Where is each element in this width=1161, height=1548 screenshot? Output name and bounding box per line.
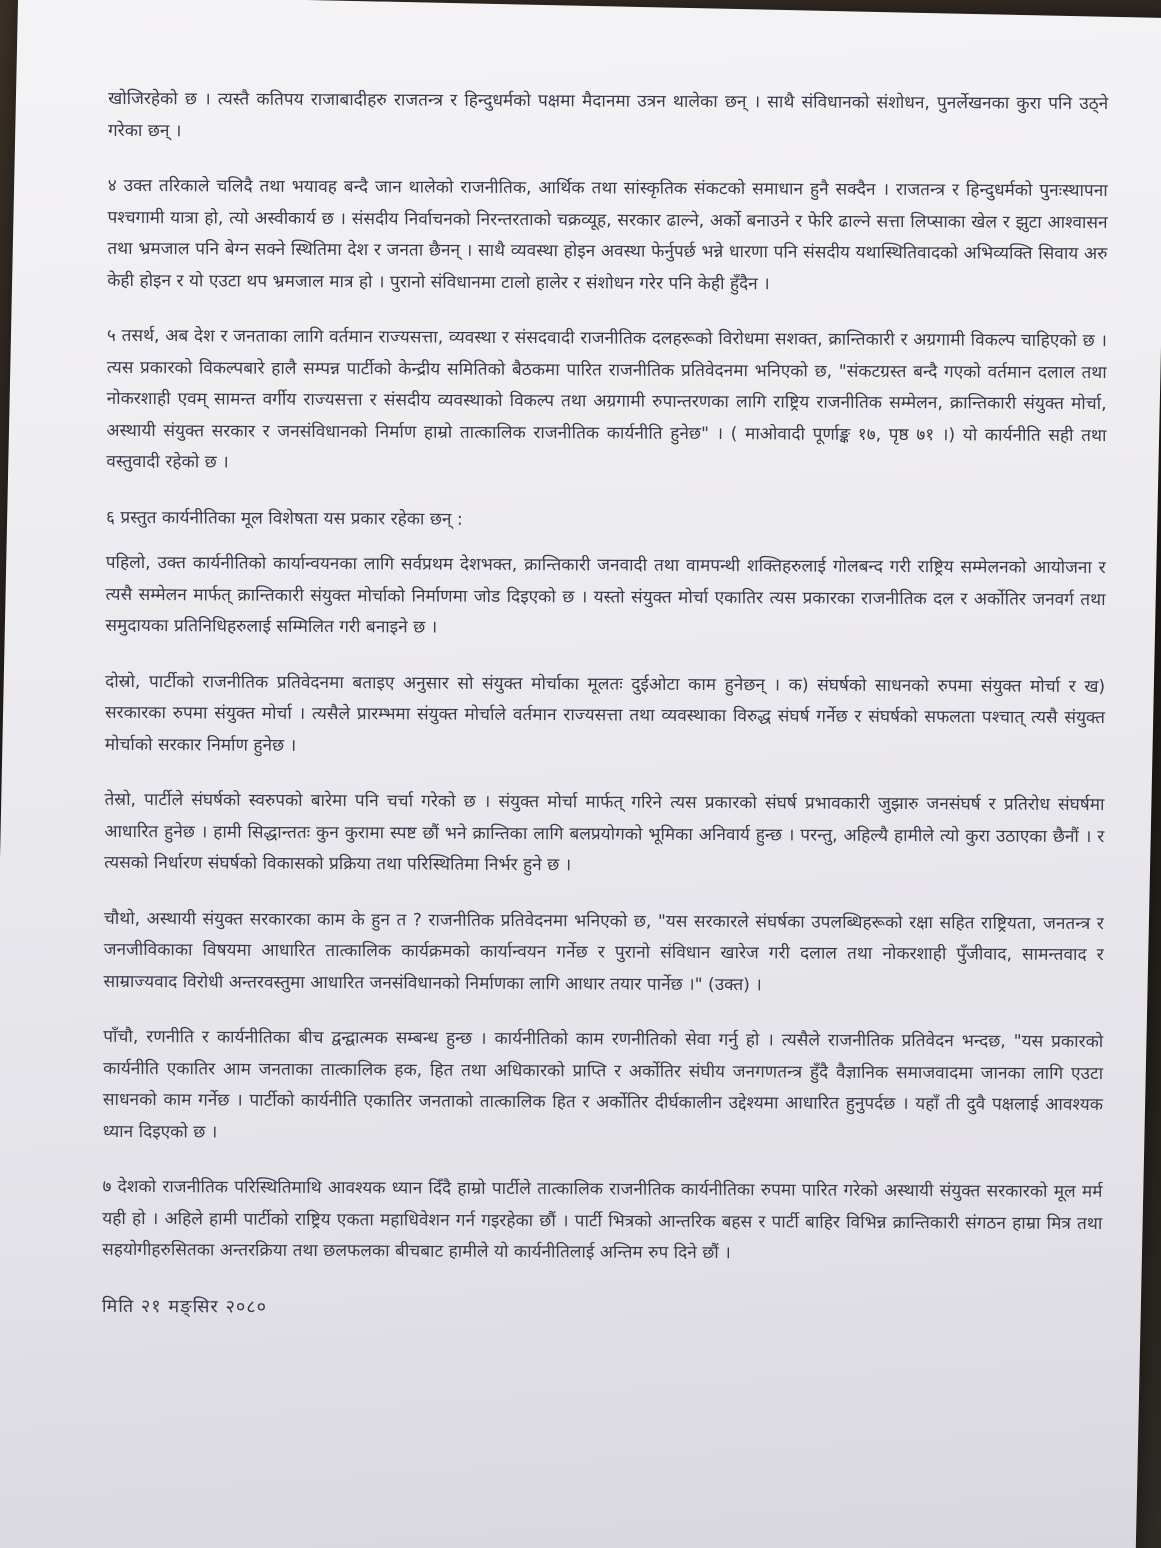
paragraph-6-heading: ६ प्रस्तुत कार्यनीतिका मूल विशेषता यस प्रकार रहेका छन् : <box>105 507 463 530</box>
paragraph-7: ७ देशको राजनीतिक परिस्थितिमाथि आवश्यक ध्यान दिँदै हाम्रो पार्टीले तात्कालिक राजनीतिक कार्यनीतिका रुपमा पारित गरेको अस्थायी संयुक्त सरकारको मूल मर्म यही हो । अहिले हामी पार्टीको राष्ट्रिय एकता महाधिवेशन गर्न गइरहेका छौं । पार्टी भित्रको आन्तरिक बहस र पार्टी बाहिर विभिन्न क्रान्तिकारी संगठन हाम्रा मित्र तथा सहयोगीहरुसितका अन्तरक्रिया तथा छलफलका बीचबाट हामीले यो कार्यनीतिलाई अन्तिम रुप दिने छौं । <box>102 1176 1103 1264</box>
date-line: मिति २१ मङ्सिर २०८० <box>101 1295 268 1318</box>
paragraph-4: ४ उक्त तरिकाले चलिदै तथा भयावह बन्दै जान थालेको राजनीतिक, आर्थिक तथा सांस्कृतिक संकटको समाधान हुनै सक्दैन । राजतन्त्र र हिन्दुधर्मको पुनःस्थापना पश्चगामी यात्रा हो, त्यो अस्वीकार्य छ । संसदीय निर्वाचनको निरन्तरताको चक्रव्यूह, सरकार ढाल्ने, अर्को बनाउने र फेरि ढाल्ने सत्ता लिप्साका खेल र झुटा आश्वासन तथा भ्रमजाल पनि बेग्न सक्ने स्थितिमा देश र जनता छैनन् । साथै व्यवस्था होइन अवस्था फेर्नुपर्छ भन्ने धारणा पनि संसदीय यथास्थितिवादको अभिव्यक्ति सिवाय अरु केही होइन र यो एउटा थप भ्रमजाल मात्र हो । पुरानो संविधानमा टालो हालेर र संशोधन गरेर पनि केही हुँदैन । <box>107 175 1108 294</box>
paragraph-second: दोस्रो, पार्टीको राजनीतिक प्रतिवेदनमा बताइए अनुसार सो संयुक्त मोर्चाका मूलतः दुईओटा काम हुनेछन् । क) संघर्षको साधनको रुपमा संयुक्त मोर्चा र ख) सरकारका रुपमा संयुक्त मोर्चा । त्यसैले प्रारम्भमा संयुक्त मोर्चाले वर्तमान राज्यसत्ता तथा व्यवस्थाका विरुद्ध संघर्ष गर्नेछ र संघर्षको सफलता पश्चात् त्यसै संयुक्त मोर्चाको सरकार निर्माण हुनेछ । <box>104 671 1106 756</box>
paragraph-first: पहिलो, उक्त कार्यनीतिको कार्यान्वयनका लागि सर्वप्रथम देशभक्त, क्रान्तिकारी जनवादी तथा वामपन्थी शक्तिहरुलाई गोलबन्द गरी राष्ट्रिय सम्मेलनको आयोजना र त्यसै सम्मेलन मार्फत् क्रान्तिकारी संयुक्त मोर्चाको निर्माणमा जोड दिइएको छ । यस्तो संयुक्त मोर्चा एकातिर त्यस प्रकारका राजनीतिक दल र अर्कोतिर जनवर्ग तथा समुदायका प्रतिनिधिहरुलाई सम्मिलित गरी बनाइने छ । <box>105 552 1106 638</box>
document-body <box>102 84 1108 1327</box>
paragraph-5: ५ तसर्थ, अब देश र जनताका लागि वर्तमान राज्यसत्ता, व्यवस्था र संसदवादी राजनीतिक दलहरूको विरोधमा सशक्त, क्रान्तिकारी र अग्रगामी विकल्प चाहिएको छ । त्यस प्रकारको विकल्पबारे हालै सम्पन्न पार्टीको केन्द्रीय समितिको बैठकमा पारित राजनीतिक प्रतिवेदनमा भनिएको छ, "संकटग्रस्त बन्दै गएको वर्तमान दलाल तथा नोकरशाही एवम् सामन्त वर्गीय राज्यसत्ता र संसदीय व्यवस्थाको विकल्प तथा अग्रगामी रुपान्तरणका लागि राष्ट्रिय राजनीतिक सम्मेलन, क्रान्तिकारी संयुक्त मोर्चा, अस्थायी संयुक्त सरकार र जनसंविधानको निर्माण हाम्रो तात्कालिक राजनीतिक कार्यनीति हुनेछ" । ( माओवादी पूर्णाङ्क १७, पृष्ठ ७१ ।) यो कार्यनीति सही तथा वस्तुवादी रहेको छ । <box>106 325 1107 473</box>
paragraph-third: तेस्रो, पार्टीले संघर्षको स्वरुपको बारेमा पनि चर्चा गरेको छ । संयुक्त मोर्चा मार्फत् गरिने त्यस प्रकारको संघर्ष प्रभावकारी जुझारु जनसंघर्ष र प्रतिरोध संघर्षमा आधारित हुनेछ । हामी सिद्धान्ततः कुन कुरामा स्पष्ट छौं भने क्रान्तिका लागि बलप्रयोगको भूमिका अनिवार्य हुन्छ । परन्तु, अहिल्यै हामीले त्यो कुरा उठाएका छैनौं । र त्यसको निर्धारण संघर्षको विकासको प्रक्रिया तथा परिस्थितिमा निर्भर हुने छ । <box>104 789 1105 876</box>
paragraph-intro-continuation: खोजिरहेको छ । त्यस्तै कतिपय राजाबादीहरु राजतन्त्र र हिन्दुधर्मको पक्षमा मैदानमा उत्रन थालेका छन् । साथै संविधानको संशोधन, पुनर्लेखनका कुरा पनि उठ्ने गरेका छन् । <box>107 88 1109 141</box>
paragraph-fourth: चौथो, अस्थायी संयुक्त सरकारका काम के हुन त ? राजनीतिक प्रतिवेदनमा भनिएको छ, "यस सरकारले संघर्षका उपलब्धिहरूको रक्षा सहित राष्ट्रियता, जनतन्त्र र जनजीविकाका विषयमा आधारित तात्कालिक कार्यक्रमको कार्यान्वयन गर्नेछ र पुरानो संविधान खारेज गरी दलाल तथा नोकरशाही पुँजीवाद, सामन्तवाद र साम्राज्यवाद विरोधी अन्तरवस्तुमा आधारित जनसंविधानको निर्माणका लागि आधार तयार पार्नेछ ।" (उक्त) । <box>103 908 1104 995</box>
paragraph-fifth: पाँचौ, रणनीति र कार्यनीतिका बीच द्वन्द्वात्मक सम्बन्ध हुन्छ । कार्यनीतिको काम रणनीतिको सेवा गर्नु हो । त्यसैले राजनीतिक प्रतिवेदन भन्दछ, "यस प्रकारको कार्यनीति एकातिर आम जनताका तात्कालिक हक, हित तथा अधिकारको प्राप्ति र अर्कोतिर संघीय जनगणतन्त्र हुँदै वैज्ञानिक समाजवादमा जानका लागि एउटा साधनको काम गर्नेछ । पार्टीको कार्यनीति एकातिर जनताको तात्कालिक हित र अर्कोतिर दीर्घकालीन उद्देश्यमा आधारित हुनुपर्दछ । यहाँ ती दुवै पक्षलाई आवश्यक ध्यान दिइएको छ । <box>102 1026 1104 1142</box>
